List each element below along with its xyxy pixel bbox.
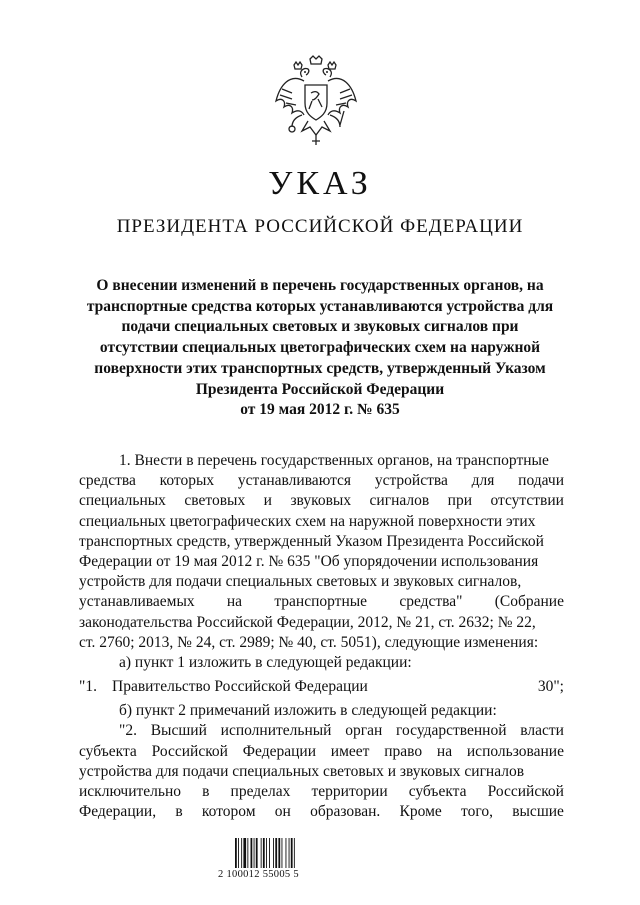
body-line: специальных цветографических схем на наружной поверхности этих — [79, 512, 536, 530]
row-number: "1. — [79, 678, 97, 696]
word: высшие — [512, 803, 564, 821]
word: (Собрание — [494, 593, 564, 611]
word: имеет — [330, 742, 370, 760]
document-body — [79, 451, 564, 822]
body-line: законодательства Российской Федерации, 2012, № 21, ст. 2632; № 22, — [79, 613, 536, 631]
body-line-justified — [79, 782, 564, 802]
word: Федерации, — [79, 803, 157, 821]
word: право — [384, 742, 423, 760]
row-value: 30"; — [537, 678, 564, 696]
body-line-justified — [79, 471, 564, 491]
body-line-justified — [79, 802, 564, 822]
word: транспортные — [274, 593, 368, 611]
body-line-justified — [79, 742, 564, 762]
word: для — [471, 472, 495, 490]
word: использование — [466, 742, 564, 760]
heading-line: подачи специальных световых и звуковых сигналов при — [121, 318, 519, 336]
word: при — [447, 492, 473, 510]
word: средства — [79, 472, 136, 490]
word: государственной — [396, 722, 507, 740]
word: в — [202, 783, 210, 800]
word: исключительно — [79, 783, 182, 800]
body-line: транспортных средств, утвержденный Указом Президента Российской — [79, 532, 544, 550]
word: звуковых — [290, 492, 352, 510]
word: в — [175, 803, 183, 821]
body-line: устройств для подачи специальных световых и звуковых сигналов, — [79, 573, 522, 591]
word: Российской — [487, 783, 564, 800]
heading-line: от 19 мая 2012 г. № 635 — [240, 401, 400, 419]
word: устанавливаемых — [79, 593, 195, 611]
item-b-line: б) пункт 2 примечаний изложить в следующей редакции: — [119, 702, 497, 720]
item-a-line: а) пункт 1 изложить в следующей редакции: — [119, 653, 412, 671]
body-line: устройства для подачи специальных световых и звуковых сигналов — [79, 762, 525, 780]
word: Высший — [150, 722, 207, 740]
document-heading — [78, 276, 562, 421]
word: отсутствии — [490, 492, 564, 510]
word: того, — [461, 803, 493, 821]
barcode-number: 2 100012 55005 5 — [218, 869, 299, 880]
word: власти — [520, 722, 564, 740]
word: Федерации — [242, 742, 316, 760]
heading-line: поверхности этих транспортных средств, утвержденный Указом — [94, 359, 546, 377]
word: устройства — [374, 472, 448, 490]
word: "2. — [119, 722, 137, 740]
heading-line: О внесении изменений в перечень государственных органов, на — [96, 277, 544, 294]
word: сигналов — [369, 492, 430, 510]
row-text: Правительство Российской Федерации — [112, 678, 368, 696]
word: подачи — [518, 472, 564, 490]
body-line-justified — [79, 491, 564, 511]
word: пределах — [230, 783, 291, 800]
body-line: 1. Внести в перечень государственных органов, на транспортные — [119, 452, 549, 469]
word: которых — [159, 472, 215, 490]
heading-line: транспортные средства которых устанавливаются устройства для — [86, 297, 554, 315]
word: средства" — [399, 593, 463, 611]
body-line: Федерации от 19 мая 2012 г. № 635 "Об упорядочении использования — [79, 552, 539, 570]
word: специальных — [79, 492, 166, 510]
word: орган — [345, 722, 383, 740]
body-line-justified — [79, 721, 564, 741]
body-line: ст. 2760; 2013, № 24, ст. 2989; № 40, ст. 5051), следующие изменения: — [79, 633, 539, 651]
word: на — [436, 742, 453, 760]
word: Российской — [151, 742, 228, 760]
word: на — [226, 593, 243, 611]
coat-of-arms-emblem — [272, 55, 360, 147]
word: образован. — [310, 803, 381, 821]
word: котором — [201, 803, 256, 821]
word: субъекта — [79, 742, 137, 760]
page-subtitle: ПРЕЗИДЕНТА РОССИЙСКОЙ ФЕДЕРАЦИИ — [116, 216, 524, 237]
list-row — [79, 677, 564, 697]
word: световых — [184, 492, 246, 510]
word: и — [263, 492, 272, 510]
page-title: УКАЗ — [268, 165, 372, 202]
word: устанавливаются — [237, 472, 352, 490]
heading-line: отсутствии специальных цветографических схем на наружной — [99, 339, 541, 357]
word: исполнительный — [220, 722, 332, 740]
word: он — [274, 803, 291, 821]
heading-line: Президента Российской Федерации — [195, 380, 445, 398]
word: Кроме — [399, 803, 442, 821]
word: субъекта — [408, 783, 467, 800]
word: территории — [311, 783, 388, 800]
body-line-justified — [79, 592, 564, 612]
